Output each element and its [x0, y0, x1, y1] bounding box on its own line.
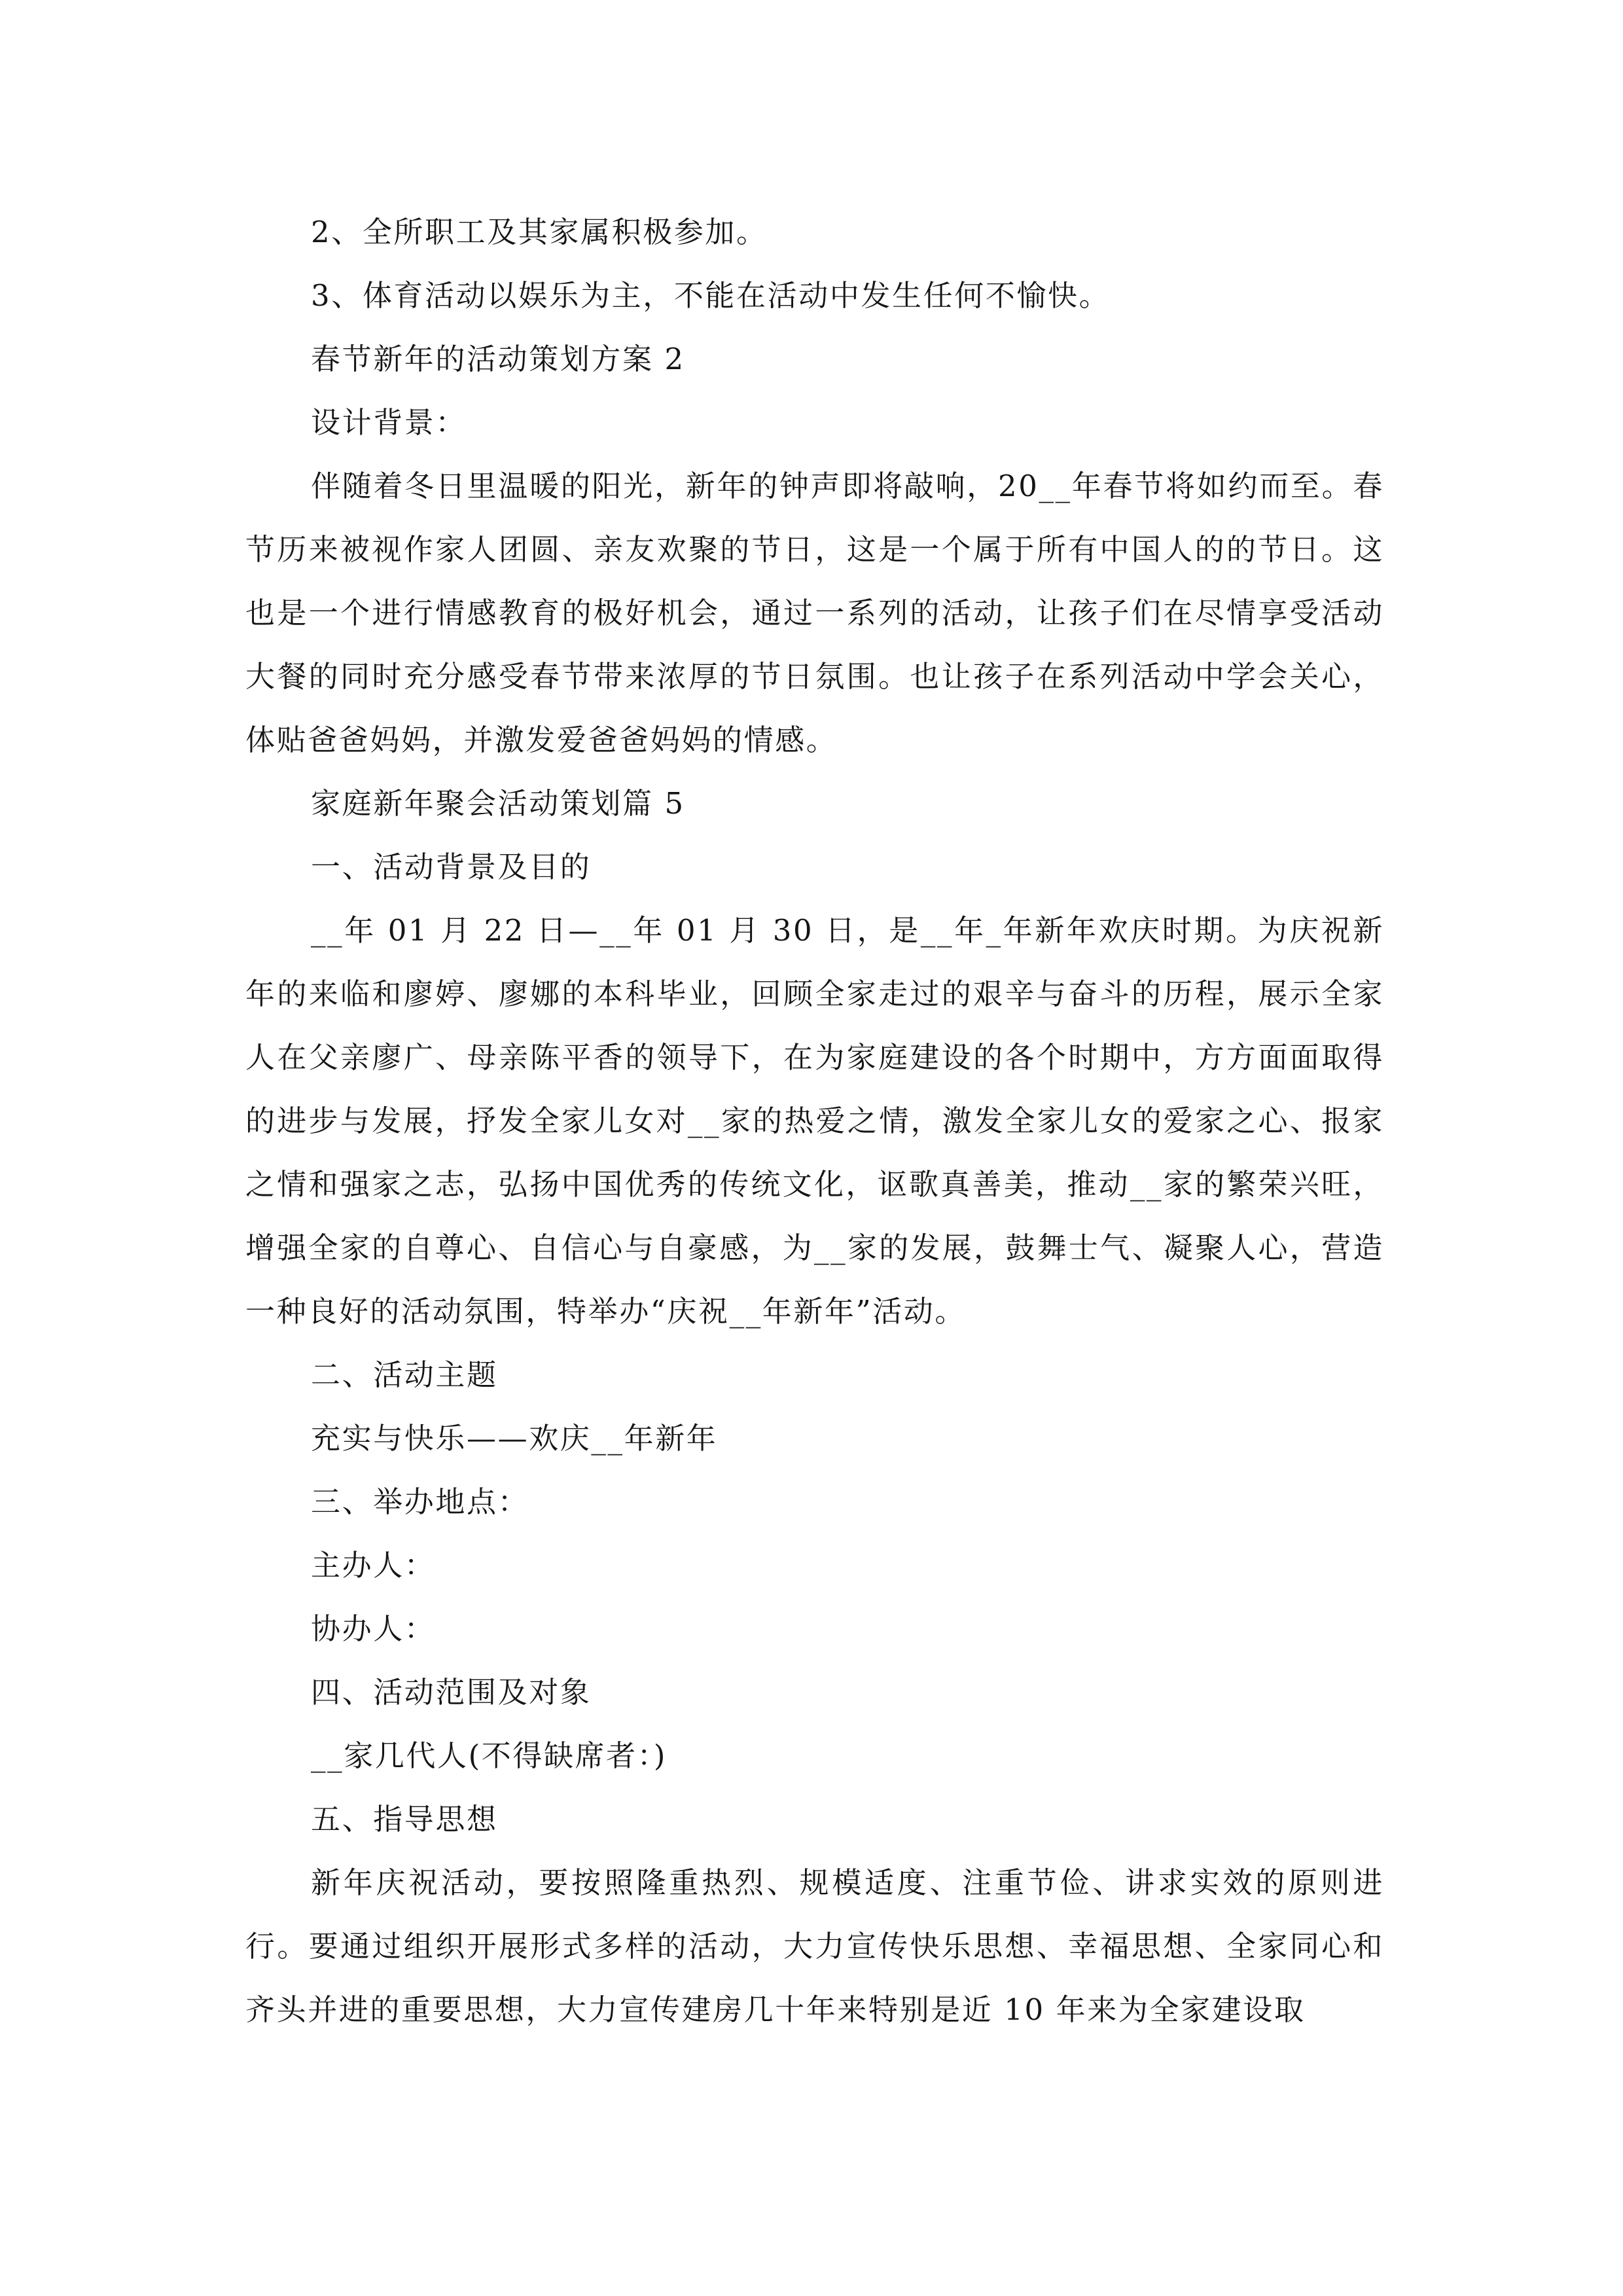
subheading-venue: 三、举办地点：: [311, 1484, 529, 1519]
subheading-guiding-thought: 五、指导思想: [311, 1802, 498, 1837]
list-item-2: 2、全所职工及其家属积极参加。: [311, 215, 768, 249]
section-title-family-party-5: 家庭新年聚会活动策划篇 5: [311, 786, 685, 821]
theme-text: 充实与快乐——欢庆__年新年: [311, 1421, 718, 1456]
scope-text: __家几代人(不得缺席者：): [311, 1738, 668, 1773]
paragraph-background-purpose: __年 01 月 22 日—__年 01 月 30 日，是__年_年新年欢庆时期。为庆祝新年的来临和廖婷、廖娜的本科毕业，回顾全家走过的艰辛与奋斗的历程，展示全家人在父亲廖广、母亲陈平香的领导下，在为家庭建设的各个时期中，方方面面取得的进步与发展，抒发全家儿女对__家的热爱之情，激发全家儿女的爱家之心、报家之情和强家之志，弘扬中国优秀的传统文化，讴歌真善美，推动__家的繁荣兴旺，增强全家的自尊心、自信心与自豪感，为__家的发展，鼓舞士气、凝聚人心，营造一种良好的活动氛围，特举办“庆祝__年新年”活动。: [245, 913, 1384, 1329]
co-organizer-line: 协办人：: [311, 1611, 436, 1646]
section-title-plan-2: 春节新年的活动策划方案 2: [311, 342, 685, 376]
paragraph-guiding-thought: 新年庆祝活动，要按照隆重热烈、规模适度、注重节俭、讲求实效的原则进行。要通过组织开展形式多样的活动，大力宣传快乐思想、幸福思想、全家同心和齐头并进的重要思想，大力宣传建房几十年来特别是近 10 年来为全家建设取: [245, 1865, 1384, 2027]
organizer-line: 主办人：: [311, 1548, 436, 1583]
subheading-design-background: 设计背景：: [311, 405, 467, 440]
subheading-theme: 二、活动主题: [311, 1357, 498, 1392]
paragraph-design-background: 伴随着冬日里温暖的阳光，新年的钟声即将敲响，20__年春节将如约而至。春节历来被视作家人团圆、亲友欢聚的节日，这是一个属于所有中国人的的节日。这也是一个进行情感教育的极好机会，通过一系列的活动，让孩子们在尽情享受活动大餐的同时充分感受春节带来浓厚的节日氛围。也让孩子在系列活动中学会关心，体贴爸爸妈妈，并激发爱爸爸妈妈的情感。: [245, 469, 1384, 757]
subheading-background-purpose: 一、活动背景及目的: [311, 850, 592, 884]
document-body: [245, 200, 1384, 2041]
list-item-3: 3、体育活动以娱乐为主，不能在活动中发生任何不愉快。: [311, 278, 1111, 313]
subheading-scope: 四、活动范围及对象: [311, 1675, 592, 1710]
